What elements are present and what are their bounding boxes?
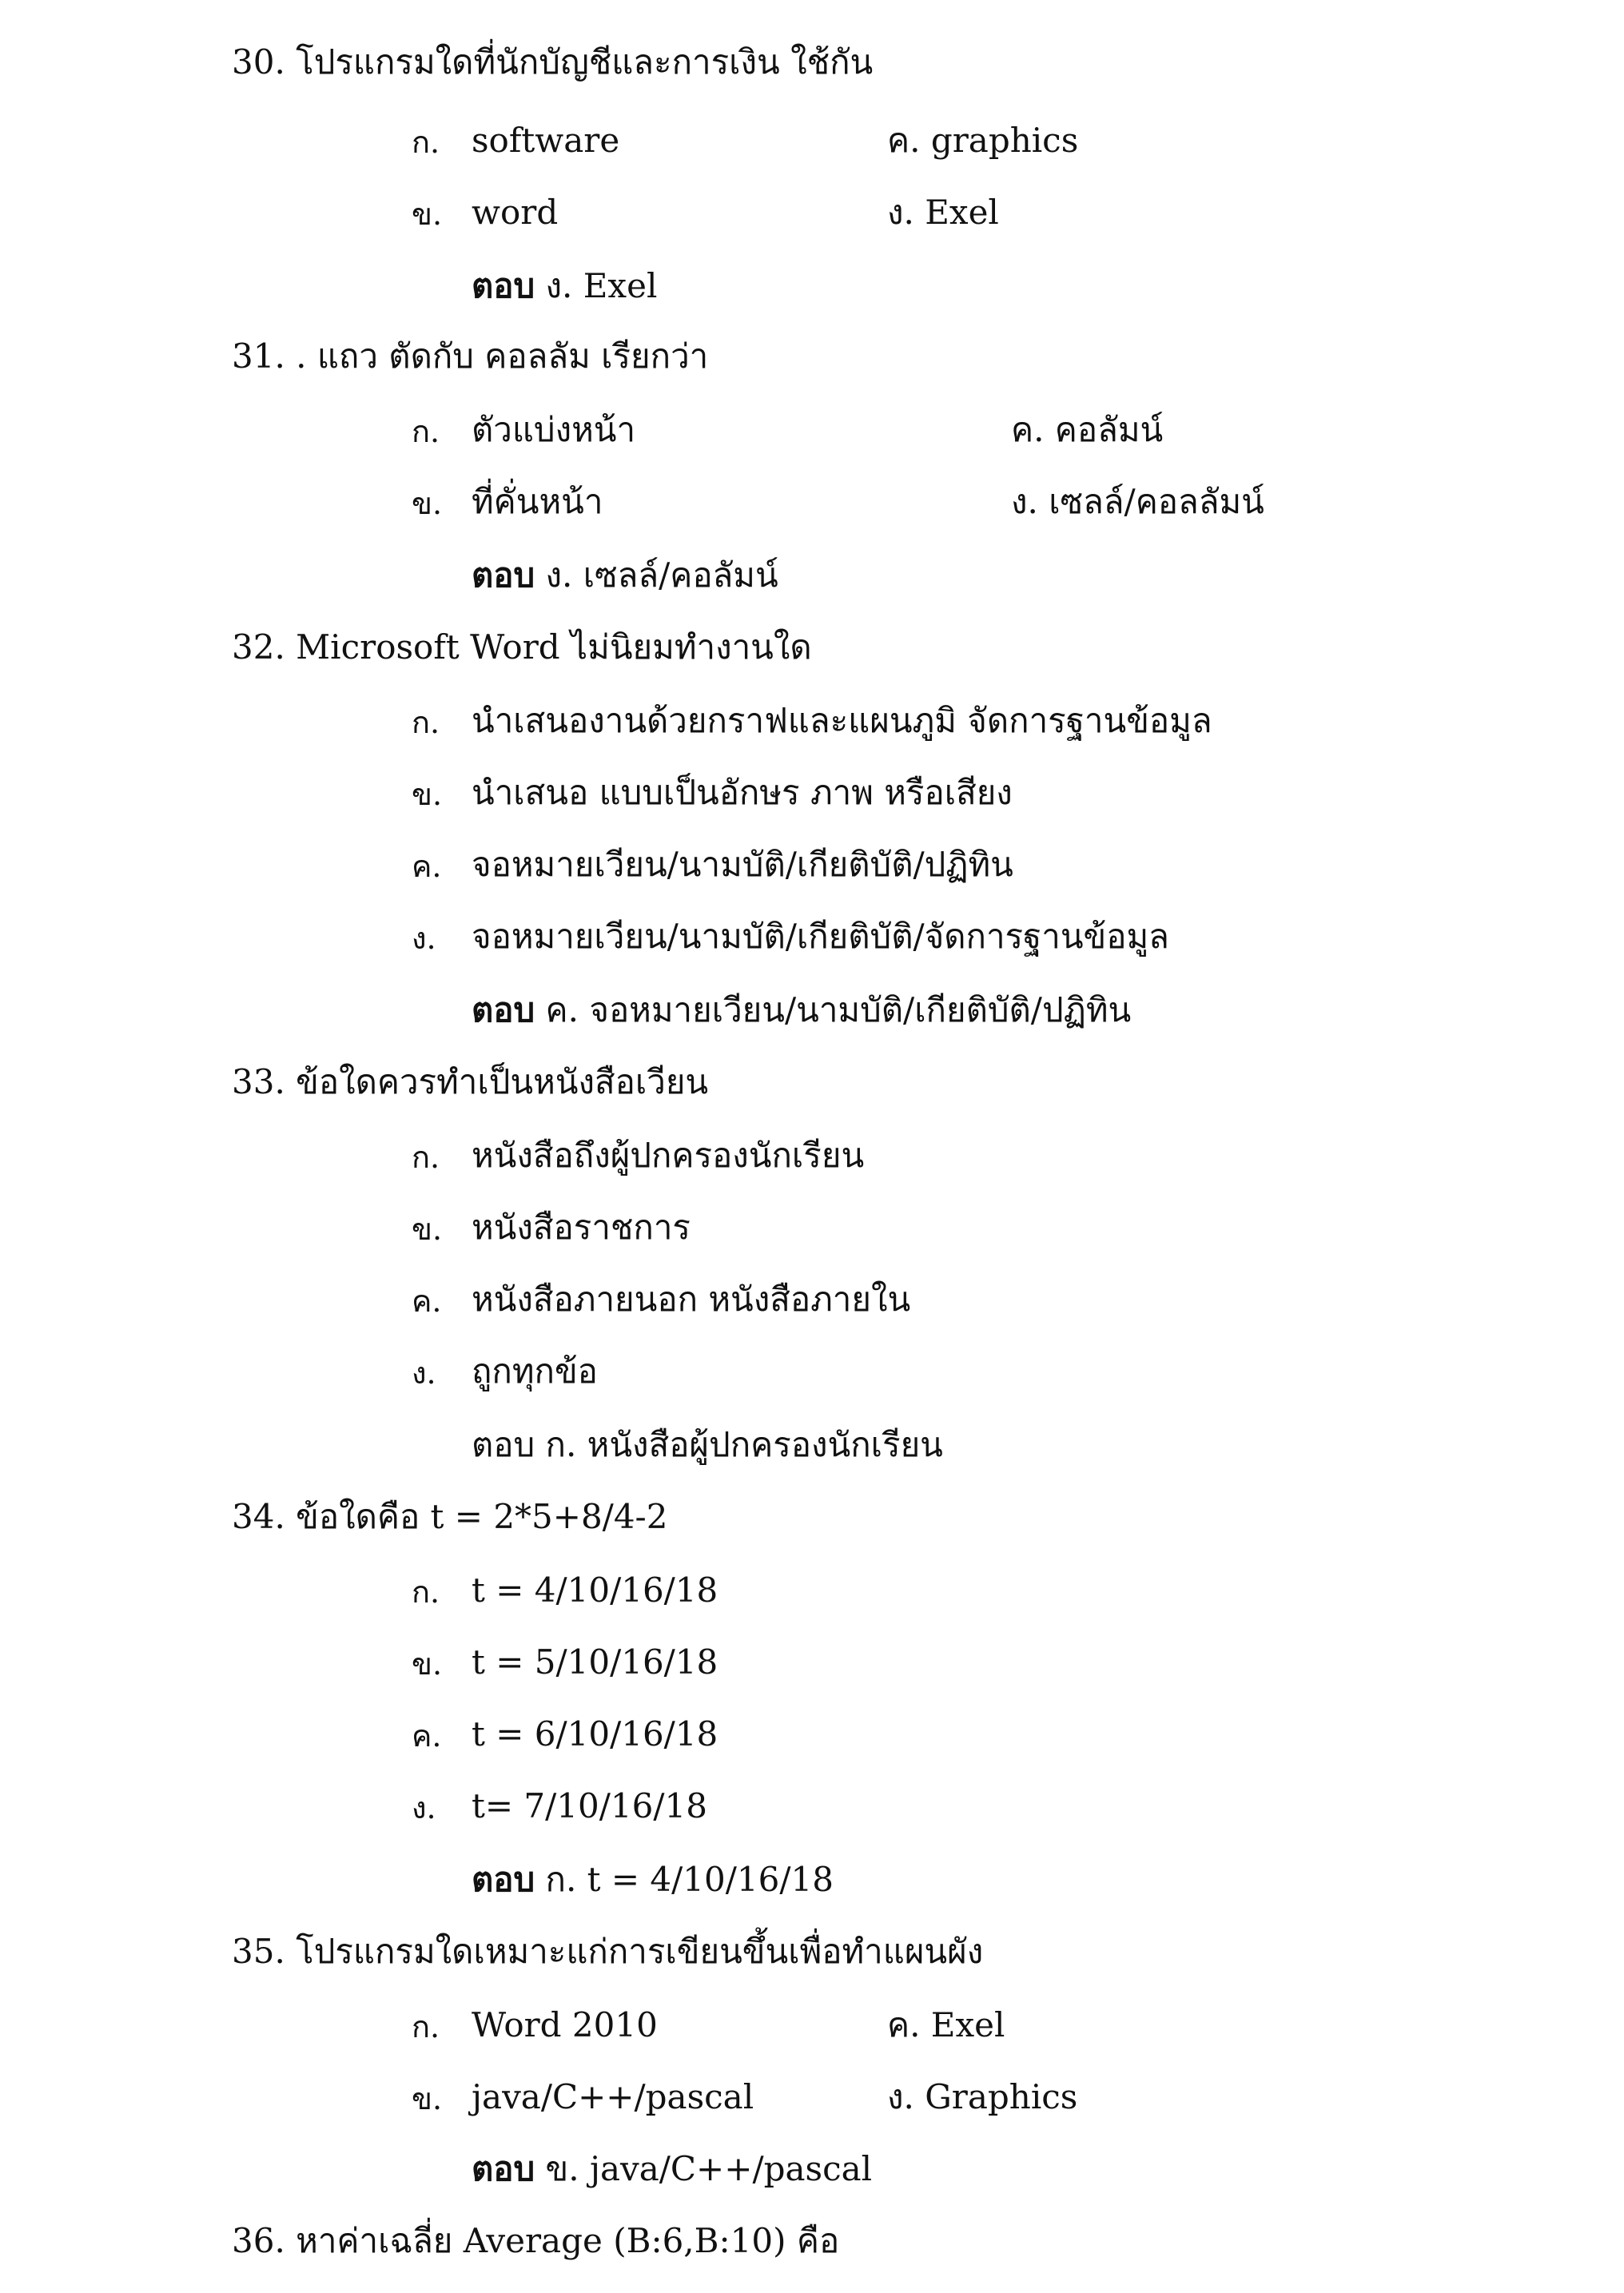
option-a-label: ก. — [412, 705, 440, 740]
option-d-text: ง. Graphics — [887, 2077, 1078, 2116]
option-a-text: software — [472, 121, 620, 160]
option-a-label: ก. — [412, 1574, 440, 1610]
option-c-value: graphics — [930, 121, 1079, 160]
option-d-text: ง. เซลล์/คอลลัมน์ — [1011, 482, 1264, 521]
option-a-label: ก. — [412, 125, 440, 160]
option-b-label: ข. — [412, 197, 443, 232]
answer-text: ข. java/C++/pascal — [545, 2149, 873, 2188]
question-number: 36. — [232, 2221, 285, 2260]
option-a-text: t = 4/10/16/18 — [472, 1570, 718, 1610]
question-text: หาค่าเฉลี่ย Average (B:6,B:10) คือ — [296, 2221, 840, 2260]
option-d-label: ง. — [412, 1790, 436, 1825]
option-d-value: Exel — [925, 193, 999, 232]
answer-label: ตอบ — [472, 2149, 535, 2188]
answer-label: ตอบ — [472, 266, 535, 305]
question-text: ข้อใดควรทำเป็นหนังสือเวียน — [296, 1062, 709, 1101]
question-number: 30. — [232, 42, 285, 82]
question-33 — [232, 1060, 708, 1105]
option-b-text: นำเสนอ แบบเป็นอักษร ภาพ หรือเสียง — [472, 773, 1013, 812]
option-a-label: ก. — [412, 414, 440, 449]
question-text: โปรแกรมใดที่นักบัญชีและการเงิน ใช้กัน — [296, 42, 874, 82]
option-a-text: Word 2010 — [472, 2005, 658, 2044]
answer-text: ง. Exel — [545, 266, 658, 305]
option-b-label: ข. — [412, 2081, 443, 2116]
option-d-label: ง. — [412, 1355, 436, 1391]
answer-35 — [472, 2147, 872, 2191]
answer-31 — [472, 553, 778, 598]
option-a-text: หนังสือถึงผู้ปกครองนักเรียน — [472, 1136, 865, 1175]
option-c-text: t = 6/10/16/18 — [472, 1714, 718, 1754]
option-d-text: t= 7/10/16/18 — [472, 1786, 707, 1825]
option-c-label: ค. — [412, 1718, 442, 1754]
option-c-text: จอหมายเวียน/นามบัติ/เกียติบัติ/ปฏิทิน — [472, 845, 1013, 884]
option-a-label: ก. — [412, 2009, 440, 2044]
answer-text: ค. จอหมายเวียน/นามบัติ/เกียติบัติ/ปฏิทิน — [545, 990, 1132, 1029]
answer-text: ก. หนังสือผู้ปกครองนักเรียน — [545, 1425, 943, 1464]
option-b-text: ที่คั่นหน้า — [472, 482, 603, 521]
answer-32 — [472, 988, 1131, 1033]
option-b-text: java/C++/pascal — [472, 2077, 754, 2116]
option-b-label: ข. — [412, 486, 443, 521]
option-c-label: ค. — [412, 849, 442, 884]
option-b-label: ข. — [412, 777, 443, 812]
answer-label: ตอบ — [472, 1860, 535, 1899]
answer-34 — [472, 1857, 834, 1902]
option-d-label: ง. — [887, 193, 914, 232]
option-c-text — [887, 118, 1078, 163]
option-d-text — [887, 190, 999, 235]
question-32 — [232, 625, 812, 670]
question-30 — [232, 40, 873, 85]
answer-label: ตอบ — [472, 990, 535, 1029]
option-d-label: ง. — [412, 921, 436, 956]
option-a-text: นำเสนองานด้วยกราฟและแผนภูมิ จัดการฐานข้อมูล — [472, 701, 1212, 740]
question-text: โปรแกรมใดเหมาะแก่การเขียนขึ้นเพื่อทำแผนผัง — [296, 1932, 984, 1971]
option-c-text: ค. คอลัมน์ — [1011, 410, 1164, 449]
question-text: ข้อใดคือ t = 2*5+8/4-2 — [296, 1497, 668, 1536]
question-text: . แถว ตัดกับ คอลลัม เรียกว่า — [296, 336, 709, 376]
option-b-text: word — [472, 193, 559, 232]
question-number: 35. — [232, 1932, 285, 1971]
option-c-text: หนังสือภายนอก หนังสือภายใน — [472, 1280, 911, 1319]
option-d-text: ถูกทุกข้อ — [472, 1352, 598, 1391]
option-c-label: ค. — [887, 121, 921, 160]
question-number: 33. — [232, 1062, 285, 1101]
answer-33 — [472, 1423, 943, 1467]
option-b-label: ข. — [412, 1212, 443, 1247]
question-35 — [232, 1929, 983, 1974]
option-b-text: หนังสือราชการ — [472, 1208, 691, 1247]
answer-label: ตอบ — [472, 555, 535, 595]
question-number: 31. — [232, 336, 285, 376]
question-34 — [232, 1495, 667, 1539]
question-text: Microsoft Word ไม่นิยมทำงานใด — [296, 627, 812, 667]
question-36 — [232, 2219, 839, 2263]
answer-text: ก. t = 4/10/16/18 — [545, 1860, 834, 1899]
answer-text: ง. เซลล์/คอลัมน์ — [545, 555, 778, 595]
answer-label: ตอบ — [472, 1425, 535, 1464]
option-b-text: t = 5/10/16/18 — [472, 1642, 718, 1682]
option-d-text: จอหมายเวียน/นามบัติ/เกียติบัติ/จัดการฐานข้อมูล — [472, 917, 1169, 956]
option-c-text: ค. Exel — [887, 2005, 1005, 2044]
answer-30 — [472, 264, 657, 309]
option-b-label: ข. — [412, 1646, 443, 1682]
question-number: 32. — [232, 627, 285, 667]
option-c-label: ค. — [412, 1284, 442, 1319]
option-a-label: ก. — [412, 1140, 440, 1175]
question-31 — [232, 334, 708, 379]
question-number: 34. — [232, 1497, 285, 1536]
option-a-text: ตัวแบ่งหน้า — [472, 410, 636, 449]
